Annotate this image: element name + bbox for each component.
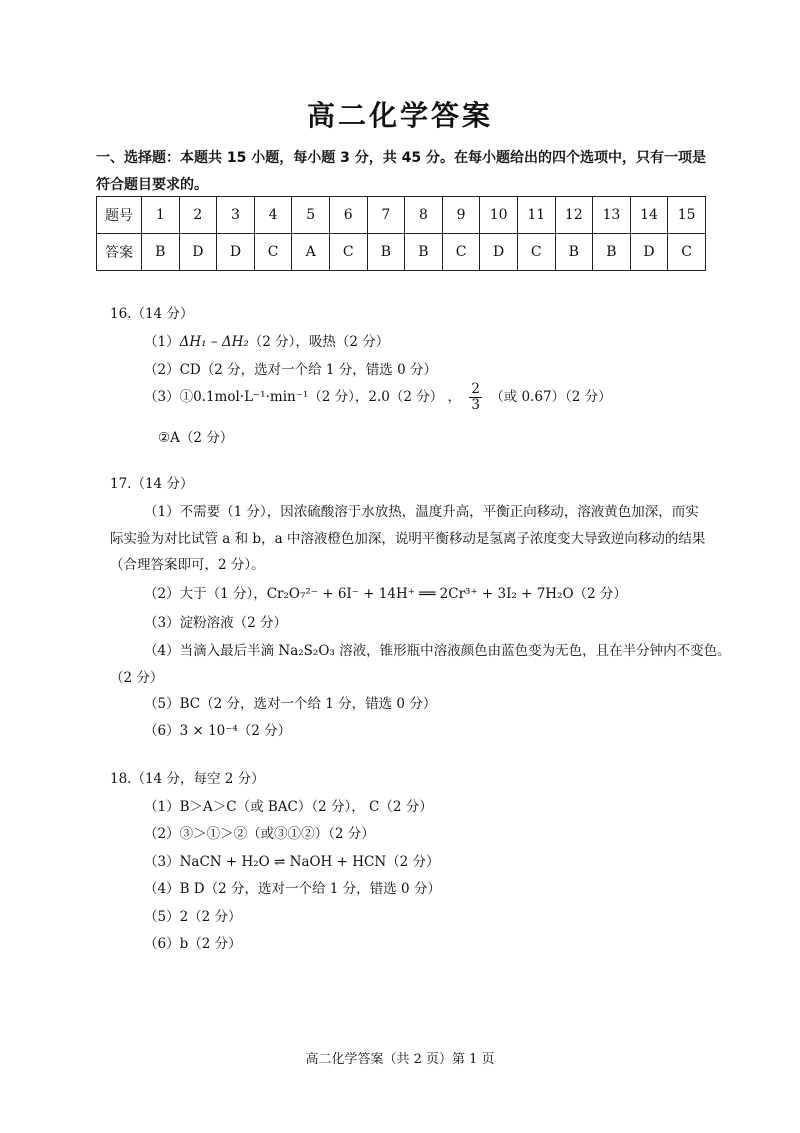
- table-row-numbers: [97, 197, 706, 234]
- question-number-cell: 2: [179, 197, 217, 234]
- q18-part1: （1）B＞A＞C（或 BAC）（2 分）， C（2 分）: [144, 799, 433, 815]
- q16-part3: [144, 382, 612, 413]
- section1-intro: 一、选择题：本题共 15 小题，每小题 3 分，共 45 分。在每小题给出的四个选项中，只有一项是符合题目要求的。: [96, 150, 706, 193]
- question-number-cell: 10: [480, 197, 518, 234]
- answer-cell: B: [142, 234, 180, 271]
- q17-part1-line1: （1）不需要（1 分），因浓硫酸溶于水放热，温度升高，平衡正向移动，溶液黄色加深，而实: [144, 504, 699, 520]
- answer-cell: D: [480, 234, 518, 271]
- answer-cell: C: [254, 234, 292, 271]
- q18-part3: （3）NaCN + H₂O ⇌ NaOH + HCN（2 分）: [144, 854, 440, 870]
- q17-header: 17.（14 分）: [110, 476, 194, 492]
- answer-cell: C: [329, 234, 367, 271]
- question-number-cell: 1: [142, 197, 180, 234]
- q17-part4-line2: （2 分）: [110, 670, 164, 686]
- q17-part1-line3: （合理答案即可，2 分）。: [110, 557, 265, 573]
- question-number-cell: 15: [668, 197, 706, 234]
- q17-part1-line2: 际实验为对比试管 a 和 b，a 中溶液橙色加深，说明平衡移动是氢离子浓度变大导致逆向移动的结果: [110, 531, 706, 547]
- question-number-cell: 4: [254, 197, 292, 234]
- q16-part1-rest: （2 分），吸热（2 分）: [248, 334, 390, 350]
- answer-cell: A: [292, 234, 330, 271]
- q16-part1-prefix: （1）: [144, 334, 180, 350]
- q17-part5: （5）BC（2 分，选对一个给 1 分，错选 0 分）: [144, 696, 437, 712]
- answer-cell: D: [179, 234, 217, 271]
- q16-header: 16.（14 分）: [110, 306, 194, 322]
- answer-cell: B: [405, 234, 443, 271]
- q17-part2: （2）大于（1 分），Cr₂O₇²⁻ + 6I⁻ + 14H⁺ ══ 2Cr³⁺ + 3I₂ + 7H₂O（2 分）: [144, 586, 627, 602]
- question-number-cell: 8: [405, 197, 443, 234]
- q18-part5: （5）2（2 分）: [144, 909, 242, 925]
- question-number-cell: 12: [555, 197, 593, 234]
- row-label-number: 题号: [97, 197, 142, 234]
- q16-part1: [144, 330, 389, 350]
- q17-part6: （6）3 × 10⁻⁴（2 分）: [144, 723, 292, 739]
- q18-header: 18.（14 分，每空 2 分）: [110, 771, 265, 787]
- q17-part3: （3）淀粉溶液（2 分）: [144, 615, 287, 631]
- table-row-answers: [97, 234, 706, 271]
- question-number-cell: 11: [517, 197, 555, 234]
- answer-cell: C: [668, 234, 706, 271]
- answer-cell: C: [442, 234, 480, 271]
- q18-part2: （2）③＞①＞②（或③①②）（2 分）: [144, 826, 375, 842]
- question-number-cell: 7: [367, 197, 405, 234]
- question-number-cell: 14: [630, 197, 668, 234]
- fraction-two-thirds: [469, 382, 482, 413]
- q17-part4-line1: （4）当滴入最后半滴 Na₂S₂O₃ 溶液，锥形瓶中溶液颜色由蓝色变为无色，且在半分钟内不变色。: [144, 643, 731, 659]
- q16-part3b: ②A（2 分）: [158, 430, 234, 446]
- row-label-answer: 答案: [97, 234, 142, 271]
- q18-part4: （4）B D（2 分，选对一个给 1 分，错选 0 分）: [144, 881, 441, 897]
- answer-cell: D: [217, 234, 255, 271]
- q18-part6: （6）b（2 分）: [144, 936, 242, 952]
- answer-cell: B: [593, 234, 631, 271]
- q16-part3-after: （或 0.67）（2 分）: [490, 389, 612, 405]
- q16-part3-text: （3）①0.1mol·L⁻¹·min⁻¹（2 分），2.0（2 分） ，: [144, 389, 462, 405]
- fraction-numerator: 2: [471, 381, 480, 397]
- q16-part2: （2）CD（2 分，选对一个给 1 分，错选 0 分）: [144, 362, 437, 378]
- answer-cell: D: [630, 234, 668, 271]
- page-footer: 高二化学答案（共 2 页）第 1 页: [305, 1052, 495, 1067]
- question-number-cell: 5: [292, 197, 330, 234]
- answer-table: [96, 196, 706, 271]
- page-title: 高二化学答案: [306, 99, 493, 132]
- question-number-cell: 13: [593, 197, 631, 234]
- q16-part1-expr: ΔH₁ – ΔH₂: [179, 334, 249, 350]
- answer-cell: B: [555, 234, 593, 271]
- question-number-cell: 6: [329, 197, 367, 234]
- answer-cell: C: [517, 234, 555, 271]
- question-number-cell: 9: [442, 197, 480, 234]
- answer-cell: B: [367, 234, 405, 271]
- fraction-denominator: 3: [471, 397, 480, 413]
- question-number-cell: 3: [217, 197, 255, 234]
